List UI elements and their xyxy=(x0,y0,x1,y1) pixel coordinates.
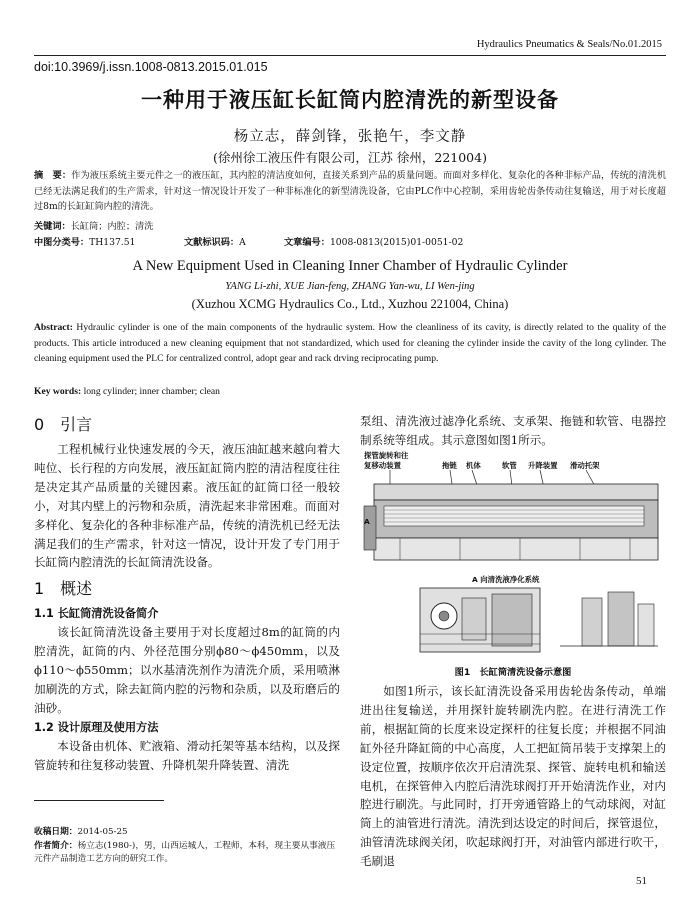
section-1-1-heading: 1.1 长缸筒清洗设备简介 xyxy=(34,607,159,621)
section-1-heading: 1 概述 xyxy=(34,579,93,599)
fig-label-slide: 滑动托架 xyxy=(570,461,600,470)
keywords-en-label: Key words: xyxy=(34,386,82,397)
doc-value: A xyxy=(239,237,246,248)
keywords-en-text: long cylinder; inner chamber; clean xyxy=(81,386,220,397)
authors-en: YANG Li-zhi, XUE Jian-feng, ZHANG Yan-wu, LI Wen-jing xyxy=(225,281,475,292)
article-value: 1008-0813(2015)01-0051-02 xyxy=(329,237,464,248)
journal-header: Hydraulics Pneumatics & Seals/No.01.2015 xyxy=(476,39,662,50)
fig-label-a-view: A 向清洗液净化系统 xyxy=(472,575,540,584)
classification-line xyxy=(34,234,674,248)
doc-label: 文献标识码： xyxy=(184,237,240,248)
paper-title-en: A New Equipment Used in Cleaning Inner Chamber of Hydraulic Cylinder xyxy=(132,258,568,274)
fig-label-body: 机体 xyxy=(466,461,481,470)
fig-label-a: A xyxy=(364,517,370,526)
right-column-paragraph: 如图1所示，该长缸清洗设备采用齿轮齿条传动，单端进出往复输送，并用探针旋转刷洗内腔。在进行清洗工作前，根据缸筒的长度来设定探杆的往复长度；并根据不同油缸外径升降缸筒的中心高度，人工把缸筒吊装于支撑架上的设定位置，按顺序依次开启清洗泵、探管、旋转电机和输送电机，在探管伸入内腔后清洗球阀打开开始清洗作业，对内腔进行刷洗。与此同时，打开旁通管路上的气动球阀，对缸筒上的油管进行清洗。清洗到达设定的时间后，探管退位，油管清洗球阀关闭，吹起球阀打开，对油管内部进行吹干，毛刷退 xyxy=(360,684,666,869)
figure-caption: 图1 长缸筒清洗设备示意图 xyxy=(454,667,572,678)
keywords-en xyxy=(34,386,220,397)
footnote xyxy=(34,826,340,867)
fig-label-hose: 软管 xyxy=(502,461,517,470)
section-0-heading: 0 引言 xyxy=(34,415,93,434)
keywords-cn-label: 关键词： xyxy=(34,221,71,232)
abstract-cn-label: 摘 要： xyxy=(34,170,72,181)
abstract-cn-text: 作为液压系统主要元件之一的液压缸，其内腔的清洁度如何，直接关系到产品的质量问题。而面对多样化、复杂化的各种非标产品，传统的清洗机已经无法满足我们的生产需求，针对这一情况设计开发了一种非标准化的新型清洗设备，它由PLC作中心控制，采用齿轮齿条传动往复输送，用于对长度超过8m的长缸缸筒内腔的清洗。 xyxy=(34,170,667,213)
fig-label-lift: 升降装置 xyxy=(528,461,558,470)
right-column-lower xyxy=(360,682,666,871)
class-label: 中图分类号： xyxy=(34,237,90,248)
right-column-top xyxy=(360,412,666,450)
footnote-rule xyxy=(34,800,164,801)
section-1-1-paragraph: 该长缸筒清洗设备主要用于对长度超过8m的缸筒的内腔清洗，缸筒的内、外径范围分别ϕ80～ϕ450mm，以及ϕ110～ϕ550mm；以水基清洗剂作为清洗介质，采用喷淋加刷洗的方式，除去缸筒内腔的污物和杂质，以及珩磨后的油砂。 xyxy=(34,625,340,715)
fig-label-probe-2: 复移动装置 xyxy=(364,461,401,470)
received-label: 收稿日期： xyxy=(34,827,78,837)
header-rule xyxy=(34,55,666,56)
end-view xyxy=(420,588,540,652)
right-column-continuation: 泵组、清洗液过滤净化系统、支承架、拖链和软管、电器控制系统等组成。其示意图如图1所示。 xyxy=(360,414,666,447)
abstract-en xyxy=(34,320,666,367)
doi[interactable]: doi:10.3969/j.issn.1008-0813.2015.01.015 xyxy=(34,60,268,74)
author-bio-label: 作者简介： xyxy=(34,840,78,851)
class-value: TH137.51 xyxy=(89,237,136,248)
machine-side-view xyxy=(364,484,658,560)
section-0-paragraph: 工程机械行业快速发展的今天，液压油缸越来越向着大吨位、长行程的方向发展，液压缸缸筒内腔的清洁程度往往是决定其产品质量的关键因素。液压缸的缸筒口径一般较小，对其内壁上的污物和杂质，清洗起来非常困难。而面对多样化、复杂化的各种非标准产品，传统的清洗机已经无法满足我们的生产需求，针对这一情况，设计开发了专门用于长缸筒内腔清洗的长缸筒清洗设备。 xyxy=(34,442,340,570)
affiliation-en: (Xuzhou XCMG Hydraulics Co., Ltd., Xuzhou 221004, China) xyxy=(191,297,509,311)
page-number: 51 xyxy=(636,875,647,887)
left-column xyxy=(34,412,340,775)
received-date: 2014-05-25 xyxy=(77,827,128,837)
article-label: 文章编号： xyxy=(284,237,330,248)
fig-label-probe-1: 探管旋转和往 xyxy=(364,451,409,460)
filter-tank xyxy=(560,592,658,646)
author-bio: 杨立志(1980-)，男，山西运城人，工程师，本科，现主要从事液压元件产品制造工艺方向的研究工作。 xyxy=(34,840,336,865)
fig-label-chain: 拖链 xyxy=(442,461,457,470)
paper-title-cn: 一种用于液压缸长缸筒内腔清洗的新型设备 xyxy=(141,88,559,112)
section-1-2-paragraph: 本设备由机体、贮液箱、滑动托架等基本结构，以及探管旋转和往复移动装置、升降机架升降装置、清洗 xyxy=(34,738,340,772)
authors-cn: 杨立志，薛剑锋，张艳午，李文静 xyxy=(233,129,467,145)
abstract-en-text: Hydraulic cylinder is one of the main components of the hydraulic system. How the cleanliness of its cavity, is directly related to the quality of the products. This article introduced a new cleaning equipment that not standardized, which used for cleaning the cylinder inside the cavity of the long cylinder. The cleaning equipment used the PLC for centralized control, adopt gear and rack drving reciprocating pump. xyxy=(34,322,666,365)
abstract-cn xyxy=(34,168,666,215)
affiliation-cn: (徐州徐工液压件有限公司，江苏 徐州，221004) xyxy=(213,150,487,165)
keywords-cn xyxy=(34,218,153,232)
abstract-en-label: Abstract: xyxy=(34,322,73,333)
keywords-cn-text: 长缸筒；内腔；清洗 xyxy=(70,221,154,232)
equipment-schematic xyxy=(360,448,666,658)
section-1-2-heading: 1.2 设计原理及使用方法 xyxy=(34,720,159,734)
